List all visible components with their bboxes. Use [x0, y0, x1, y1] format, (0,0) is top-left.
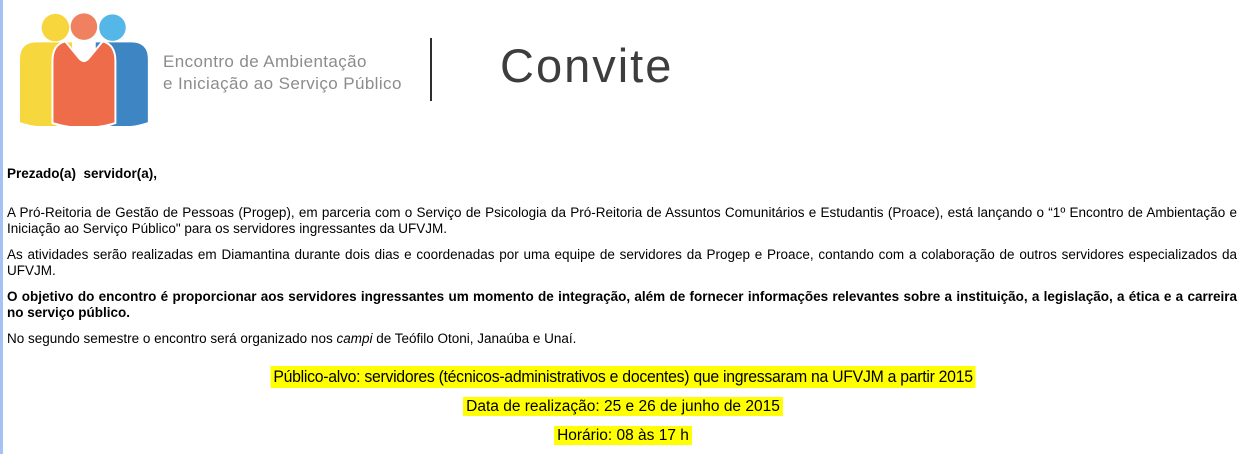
logo-caption	[163, 51, 402, 96]
highlight-target-audience-text: Público-alvo: servidores (técnicos-administrativos e docentes) que ingressaram na UFVJM a partir 2015	[271, 366, 976, 388]
paragraph-activities: As atividades serão realizadas em Diamantina durante dois dias e coordenadas por uma equipe de servidores da Progep e Proace, contando com a colaboração de outros servidores especializados da UFVJM.	[7, 247, 1237, 278]
highlight-target-audience	[3, 366, 1243, 388]
paragraph-second-semester-before: No segundo semestre o encontro será organizado nos	[7, 331, 337, 346]
paragraph-second-semester-campi: campi	[336, 331, 373, 346]
highlight-time-text: Horário: 08 às 17 h	[554, 426, 692, 445]
logo-caption-line2: e Iniciação ao Serviço Público	[163, 74, 402, 94]
paragraph-second-semester-after: de Teófilo Otoni, Janaúba e Unaí.	[372, 331, 577, 346]
paragraph-objective: O objetivo do encontro é proporcionar aos servidores ingressantes um momento de integração, além de fornecer informações relevantes sobre a instituição, a legislação, a ética e a carreira no serviço público.	[7, 289, 1237, 320]
paragraph-intro: A Pró-Reitoria de Gestão de Pessoas (Progep), em parceria com o Serviço de Psicologia da Pró-Reitoria de Assuntos Comunitários e Estudantis (Proace), está lançando o “1º Encontro de Ambientação e Iniciação ao Serviço Público" para os servidores ingressantes da UFVJM.	[7, 205, 1237, 236]
people-logo-icon	[11, 6, 149, 126]
header-divider	[430, 38, 432, 101]
highlighted-details	[3, 366, 1243, 455]
paragraph-second-semester	[7, 331, 1237, 347]
page-title: Convite	[500, 39, 674, 92]
logo-caption-line1: Encontro de Ambientação	[163, 52, 367, 71]
highlight-date-text: Data de realização: 25 e 26 de junho de 2015	[463, 397, 783, 416]
highlight-date	[3, 397, 1243, 417]
salutation: Prezado(a) servidor(a),	[7, 166, 158, 181]
invitation-body	[7, 166, 1237, 357]
highlight-time	[3, 426, 1243, 446]
header	[3, 0, 1243, 150]
